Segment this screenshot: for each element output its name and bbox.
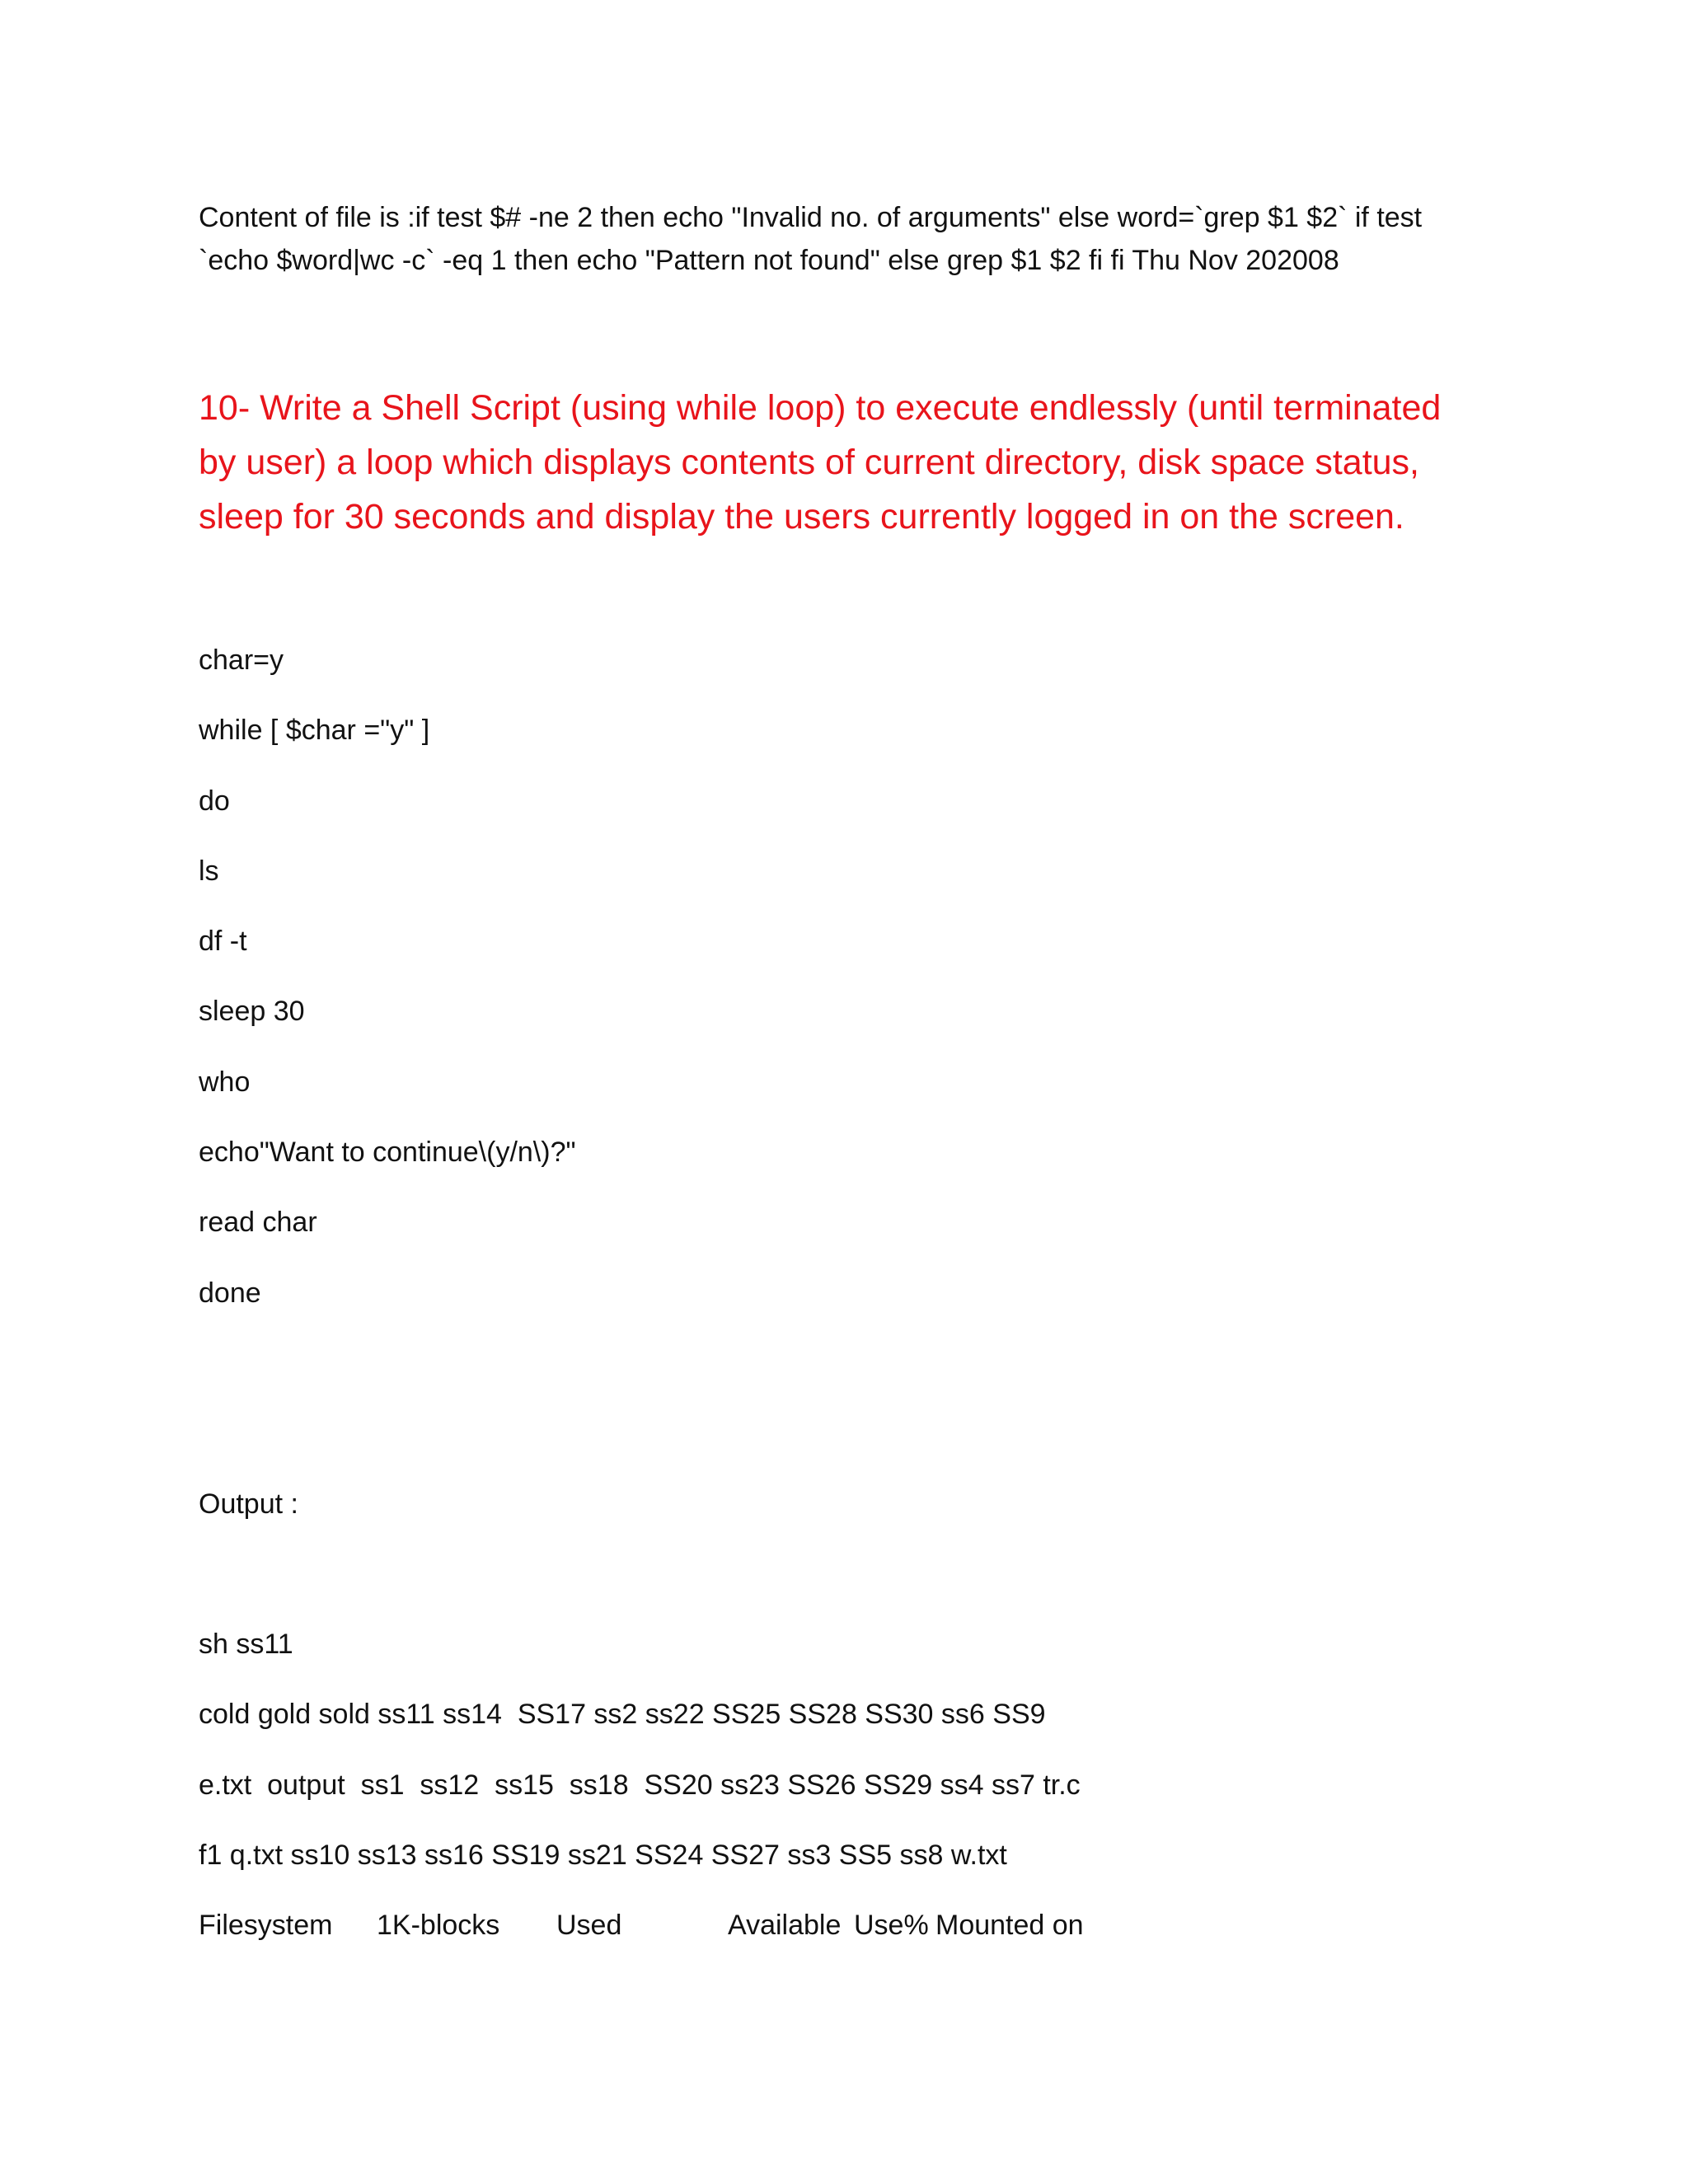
- output-block: [199, 1623, 1484, 1904]
- script-line: who: [199, 1066, 251, 1098]
- output-line: f1 q.txt ss10 ss13 ss16 SS19 ss21 SS24 SS27 ss3 SS5 ss8 w.txt: [199, 1839, 1007, 1871]
- script-code-block: [199, 639, 1484, 1342]
- df-col-blocks: 1K-blocks: [377, 1910, 500, 1941]
- df-col-used: Used: [556, 1910, 622, 1941]
- question-heading: 10- Write a Shell Script (using while loop) to execute endlessly (until terminated by user) a loop which displays contents of current directory, disk space status, sleep for 30 seconds and display the users currently logged in on the screen.: [199, 388, 1442, 537]
- output-line: cold gold sold ss11 ss14 SS17 ss2 ss22 SS25 SS28 SS30 ss6 SS9: [199, 1699, 1046, 1731]
- script-line: char=y: [199, 644, 284, 676]
- script-line: sleep 30: [199, 996, 305, 1028]
- script-line: ls: [199, 855, 219, 887]
- script-line: do: [199, 785, 230, 817]
- df-col-mounted-on: Mounted on: [935, 1910, 1084, 1941]
- file-content-paragraph: Content of file is :if test $# -ne 2 then echo "Invalid no. of arguments" else word=`grep $1 $2` if test `echo $word|wc -c` -eq 1 then echo "Pattern not found" else grep $1 $2 fi fi Thu Nov 202008: [199, 202, 1423, 276]
- script-line: df -t: [199, 926, 247, 958]
- df-col-available: Available: [728, 1910, 842, 1941]
- script-line: read char: [199, 1207, 317, 1239]
- script-line: while [ $char ="y" ]: [199, 715, 430, 747]
- output-line: sh ss11: [199, 1629, 293, 1660]
- script-line: done: [199, 1277, 261, 1309]
- script-line: echo"Want to continue\(y/n\)?": [199, 1137, 576, 1169]
- df-header-row: [199, 1904, 1188, 1947]
- output-line: e.txt output ss1 ss12 ss15 ss18 SS20 ss23 SS26 SS29 ss4 ss7 tr.c: [199, 1769, 1081, 1801]
- output-label: Output :: [199, 1488, 298, 1520]
- df-col-use-pct: Use%: [854, 1910, 929, 1941]
- df-col-filesystem: Filesystem: [199, 1910, 333, 1941]
